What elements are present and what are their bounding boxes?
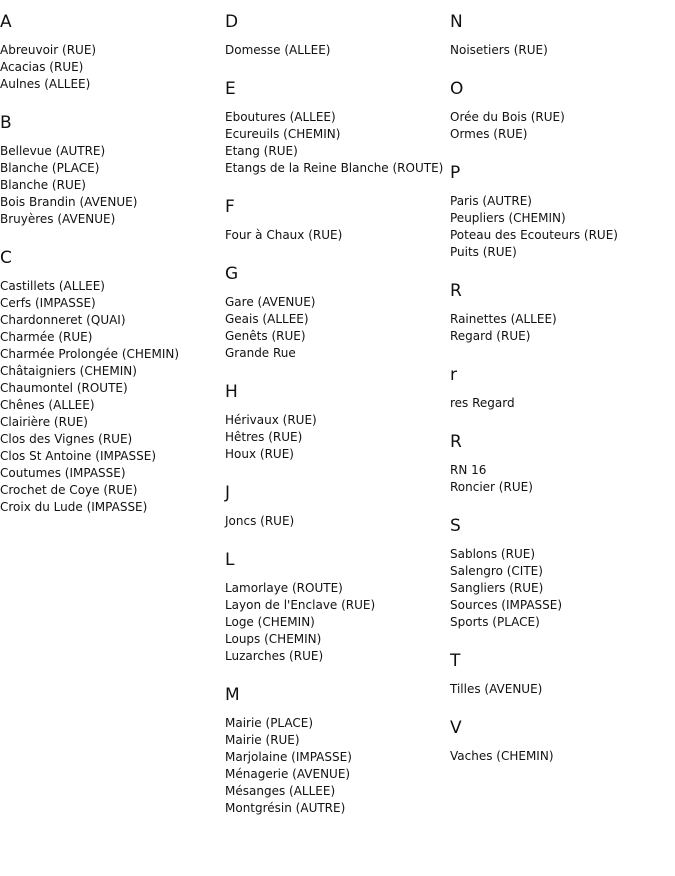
letter-group bbox=[450, 365, 675, 412]
street-entry: Aulnes (ALLEE) bbox=[0, 77, 91, 91]
letter-heading: S bbox=[450, 516, 461, 536]
street-entry: Bruyères (AVENUE) bbox=[0, 212, 116, 226]
letter-group bbox=[450, 12, 675, 59]
street-entry: Hêtres (RUE) bbox=[225, 430, 303, 444]
letter-group bbox=[450, 281, 675, 345]
street-entry: Etangs de la Reine Blanche (ROUTE) bbox=[225, 161, 444, 175]
letter-heading: P bbox=[450, 163, 461, 183]
street-list bbox=[225, 715, 450, 817]
index-column bbox=[0, 12, 225, 536]
street-entry: Layon de l'Enclave (RUE) bbox=[225, 598, 376, 612]
letter-heading: C bbox=[0, 248, 12, 268]
street-list bbox=[0, 278, 225, 516]
street-entry: Sangliers (RUE) bbox=[450, 581, 544, 595]
letter-group bbox=[0, 248, 225, 516]
index-column bbox=[225, 12, 450, 837]
letter-group bbox=[225, 382, 450, 463]
street-entry: Charmée (RUE) bbox=[0, 330, 93, 344]
letter-group bbox=[450, 163, 675, 261]
street-entry: Luzarches (RUE) bbox=[225, 649, 324, 663]
street-entry: Crochet de Coye (RUE) bbox=[0, 483, 138, 497]
street-list bbox=[450, 395, 675, 412]
letter-heading: F bbox=[225, 197, 235, 217]
letter-heading: T bbox=[450, 651, 461, 671]
street-entry: Chaumontel (ROUTE) bbox=[0, 381, 128, 395]
street-list bbox=[450, 109, 675, 143]
street-list bbox=[225, 42, 450, 59]
street-list bbox=[450, 748, 675, 765]
letter-group bbox=[225, 79, 450, 177]
street-list bbox=[225, 412, 450, 463]
letter-heading: O bbox=[450, 79, 464, 99]
street-entry: Loge (CHEMIN) bbox=[225, 615, 315, 629]
letter-heading: B bbox=[0, 113, 12, 133]
street-entry: Genêts (RUE) bbox=[225, 329, 306, 343]
street-list bbox=[225, 580, 450, 665]
street-list bbox=[450, 546, 675, 631]
street-entry: Ecureuils (CHEMIN) bbox=[225, 127, 341, 141]
letter-heading: V bbox=[450, 718, 462, 738]
street-list bbox=[225, 294, 450, 362]
street-entry: Loups (CHEMIN) bbox=[225, 632, 322, 646]
street-list bbox=[225, 513, 450, 530]
street-entry: Mairie (RUE) bbox=[225, 733, 300, 747]
street-entry: Noisetiers (RUE) bbox=[450, 43, 548, 57]
letter-group bbox=[450, 516, 675, 631]
street-entry: Peupliers (CHEMIN) bbox=[450, 211, 566, 225]
street-list bbox=[0, 143, 225, 228]
street-entry: Abreuvoir (RUE) bbox=[0, 43, 97, 57]
street-entry: Joncs (RUE) bbox=[225, 514, 295, 528]
street-entry: Puits (RUE) bbox=[450, 245, 517, 259]
street-entry: Roncier (RUE) bbox=[450, 480, 533, 494]
street-entry: Grande Rue bbox=[225, 346, 296, 360]
street-entry: Paris (AUTRE) bbox=[450, 194, 532, 208]
street-entry: Clos des Vignes (RUE) bbox=[0, 432, 133, 446]
letter-heading: R bbox=[450, 281, 462, 301]
street-entry: Acacias (RUE) bbox=[0, 60, 84, 74]
letter-heading: D bbox=[225, 12, 239, 32]
letter-group bbox=[0, 113, 225, 228]
street-list bbox=[450, 42, 675, 59]
street-entry: Bellevue (AUTRE) bbox=[0, 144, 106, 158]
street-entry: Châtaigniers (CHEMIN) bbox=[0, 364, 137, 378]
letter-heading: N bbox=[450, 12, 463, 32]
street-entry: Sablons (RUE) bbox=[450, 547, 536, 561]
letter-group bbox=[450, 432, 675, 496]
street-entry: Domesse (ALLEE) bbox=[225, 43, 331, 57]
letter-heading: L bbox=[225, 550, 235, 570]
street-list bbox=[225, 227, 450, 244]
street-entry: Hérivaux (RUE) bbox=[225, 413, 317, 427]
street-list bbox=[450, 681, 675, 698]
street-entry: Croix du Lude (IMPASSE) bbox=[0, 500, 148, 514]
letter-group bbox=[225, 685, 450, 817]
street-list bbox=[450, 193, 675, 261]
street-entry: Salengro (CITE) bbox=[450, 564, 543, 578]
index-column bbox=[450, 12, 675, 785]
street-entry: Chênes (ALLEE) bbox=[0, 398, 95, 412]
street-entry: Coutumes (IMPASSE) bbox=[0, 466, 126, 480]
letter-group bbox=[225, 264, 450, 362]
street-entry: Ménagerie (AVENUE) bbox=[225, 767, 351, 781]
street-entry: Tilles (AVENUE) bbox=[450, 682, 543, 696]
letter-group bbox=[450, 718, 675, 765]
street-entry: Clairière (RUE) bbox=[0, 415, 88, 429]
letter-heading: H bbox=[225, 382, 238, 402]
letter-heading: r bbox=[450, 365, 457, 385]
street-entry: Blanche (RUE) bbox=[0, 178, 86, 192]
street-list bbox=[450, 311, 675, 345]
street-entry: Sources (IMPASSE) bbox=[450, 598, 563, 612]
letter-group bbox=[225, 12, 450, 59]
street-entry: Cerfs (IMPASSE) bbox=[0, 296, 96, 310]
street-entry: Eboutures (ALLEE) bbox=[225, 110, 336, 124]
street-list bbox=[450, 462, 675, 496]
letter-group bbox=[450, 79, 675, 143]
street-entry: Geais (ALLEE) bbox=[225, 312, 309, 326]
street-entry: Etang (RUE) bbox=[225, 144, 298, 158]
street-entry: Mairie (PLACE) bbox=[225, 716, 314, 730]
street-entry: Chardonneret (QUAI) bbox=[0, 313, 126, 327]
street-entry: Montgrésin (AUTRE) bbox=[225, 801, 346, 815]
street-entry: Charmée Prolongée (CHEMIN) bbox=[0, 347, 180, 361]
letter-heading: A bbox=[0, 12, 12, 32]
street-entry: Vaches (CHEMIN) bbox=[450, 749, 554, 763]
letter-group bbox=[0, 12, 225, 93]
street-entry: Four à Chaux (RUE) bbox=[225, 228, 343, 242]
street-entry: Marjolaine (IMPASSE) bbox=[225, 750, 352, 764]
letter-heading: M bbox=[225, 685, 240, 705]
letter-group bbox=[225, 483, 450, 530]
letter-heading: G bbox=[225, 264, 239, 284]
street-list bbox=[0, 42, 225, 93]
street-entry: Poteau des Ecouteurs (RUE) bbox=[450, 228, 618, 242]
letter-heading: R bbox=[450, 432, 462, 452]
letter-heading: J bbox=[225, 483, 231, 503]
street-entry: Mésanges (ALLEE) bbox=[225, 784, 336, 798]
street-entry: Houx (RUE) bbox=[225, 447, 294, 461]
street-entry: RN 16 bbox=[450, 463, 487, 477]
street-entry: res Regard bbox=[450, 396, 515, 410]
street-list bbox=[225, 109, 450, 177]
letter-group bbox=[225, 550, 450, 665]
letter-group bbox=[225, 197, 450, 244]
street-entry: Regard (RUE) bbox=[450, 329, 531, 343]
street-entry: Blanche (PLACE) bbox=[0, 161, 100, 175]
street-entry: Bois Brandin (AVENUE) bbox=[0, 195, 138, 209]
letter-heading: E bbox=[225, 79, 236, 99]
street-entry: Castillets (ALLEE) bbox=[0, 279, 105, 293]
street-entry: Ormes (RUE) bbox=[450, 127, 528, 141]
street-entry: Clos St Antoine (IMPASSE) bbox=[0, 449, 157, 463]
street-entry: Lamorlaye (ROUTE) bbox=[225, 581, 343, 595]
street-entry: Gare (AVENUE) bbox=[225, 295, 316, 309]
letter-group bbox=[450, 651, 675, 698]
street-entry: Sports (PLACE) bbox=[450, 615, 540, 629]
street-entry: Orée du Bois (RUE) bbox=[450, 110, 565, 124]
street-entry: Rainettes (ALLEE) bbox=[450, 312, 557, 326]
